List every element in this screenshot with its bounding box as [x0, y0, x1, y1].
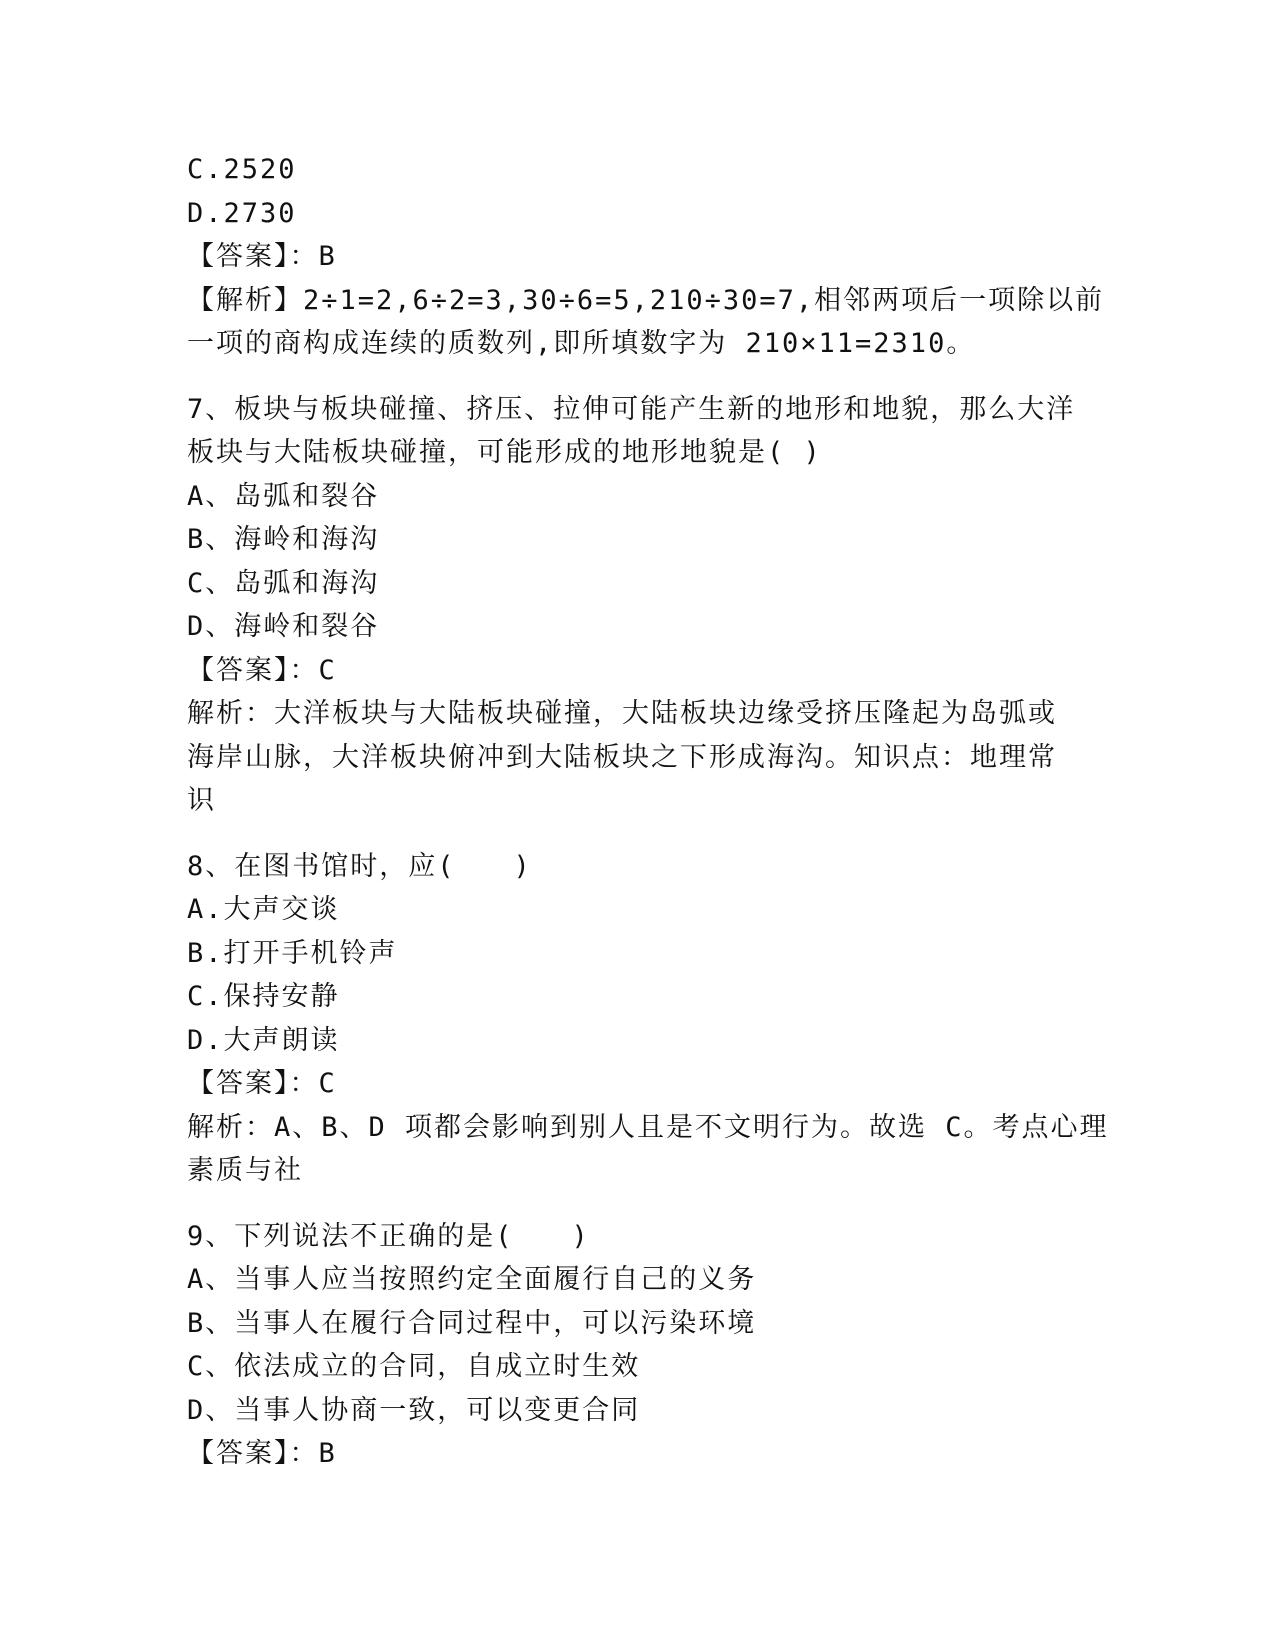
answer-line: 【答案】：C — [187, 654, 337, 686]
question-8 — [187, 845, 1109, 1193]
option-c: C、依法成立的合同，自成立时生效 — [187, 1351, 641, 1382]
option-b: B.打开手机铃声 — [187, 937, 398, 969]
explanation-line: 【解析】2÷1=2,6÷2=3,30÷6=5,210÷30=7,相邻两项后一项除以前 — [187, 284, 1105, 316]
option-d: D.大声朗读 — [187, 1024, 340, 1056]
explanation-line: 识 — [187, 785, 216, 816]
option-d: D、海岭和裂谷 — [187, 611, 380, 642]
option-a: A、当事人应当按照约定全面履行自己的义务 — [187, 1264, 757, 1295]
answer-line: 【答案】：B — [187, 241, 337, 272]
question-text: 板块与大陆板块碰撞，可能形成的地形地貌是( ) — [187, 437, 822, 468]
option-c: C、岛弧和海沟 — [187, 567, 380, 599]
explanation-line: 一项的商构成连续的质数列,即所填数字为 210×11=2310。 — [187, 328, 976, 359]
previous-question-tail — [187, 148, 1105, 366]
explanation-line: 解析：大洋板块与大陆板块碰撞，大陆板块边缘受挤压隆起为岛弧或 — [187, 698, 1057, 729]
explanation-line: 海岸山脉，大洋板块俯冲到大陆板块之下形成海沟。知识点：地理常 — [187, 741, 1057, 773]
answer-line: 【答案】：B — [187, 1438, 337, 1469]
explanation-line: 解析：A、B、D 项都会影响到别人且是不文明行为。故选 C。考点心理 — [187, 1111, 1109, 1143]
option-c: C.2520 — [187, 154, 297, 185]
document-page — [187, 148, 1109, 1476]
question-text: 8、在图书馆时，应( ) — [187, 850, 532, 882]
question-text: 7、板块与板块碰撞、挤压、拉伸可能产生新的地形和地貌，那么大洋 — [187, 393, 1076, 425]
question-9 — [187, 1215, 1087, 1476]
option-b: B、当事人在履行合同过程中，可以污染环境 — [187, 1307, 757, 1339]
option-a: A、岛弧和裂谷 — [187, 480, 380, 512]
option-d: D、当事人协商一致，可以变更合同 — [187, 1394, 641, 1426]
explanation-line: 素质与社 — [187, 1155, 303, 1186]
option-d: D.2730 — [187, 197, 297, 229]
option-b: B、海岭和海沟 — [187, 524, 380, 555]
option-c: C.保持安静 — [187, 981, 340, 1012]
question-7 — [187, 388, 1087, 823]
answer-line: 【答案】：C — [187, 1068, 337, 1099]
question-text: 9、下列说法不正确的是( ) — [187, 1220, 590, 1252]
option-a: A.大声交谈 — [187, 894, 340, 925]
